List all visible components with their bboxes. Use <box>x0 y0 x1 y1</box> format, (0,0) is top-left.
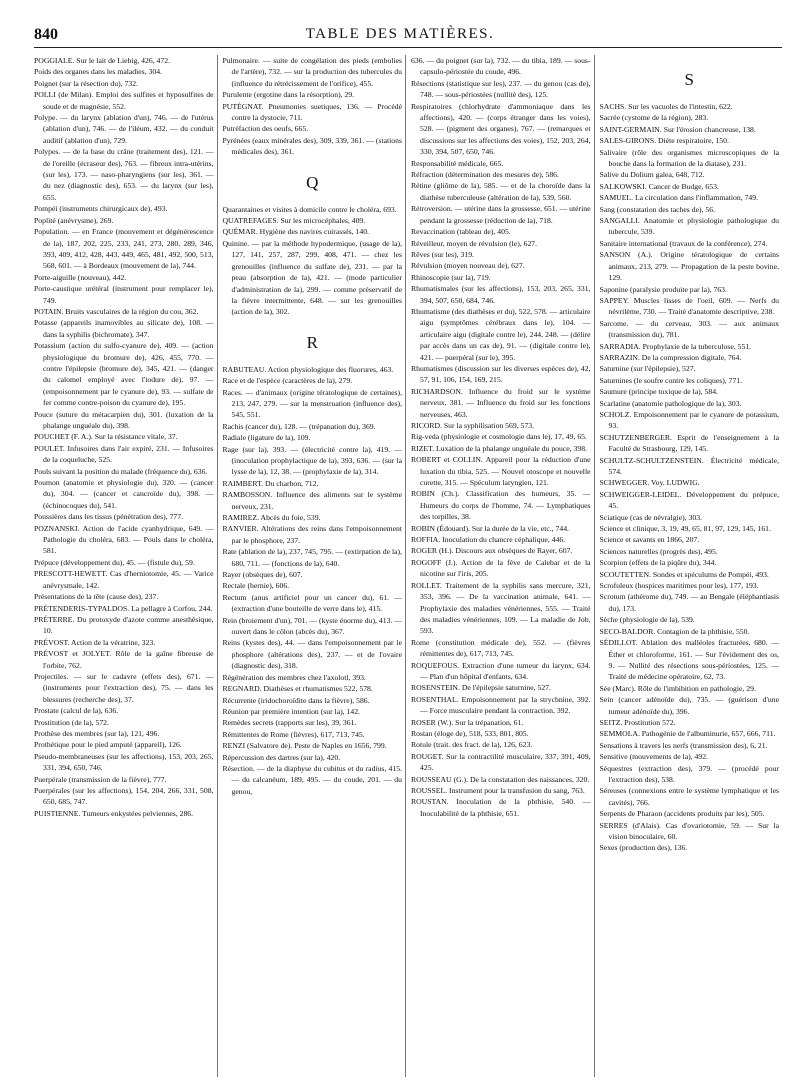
index-entry: Races. — d'animaux (origine tératologique de certaines), 213, 247, 279. — sur la menstruation (influence des), 545, 551. <box>222 387 402 420</box>
index-entry: ROUSSEAU (G.). De la constatation des naissances, 320. <box>411 774 590 784</box>
index-entry: Serpents de Pharaon (accidents produits par les), 505. <box>599 809 765 819</box>
index-entry: 636. — du poignet (sur la), 732. — du tibia, 189. — sous-capsulo-périostée du coude, 496. <box>411 56 591 77</box>
index-entry: Sang (constatation des taches de), 56. <box>599 204 715 214</box>
index-column-2 <box>217 55 406 1077</box>
index-entry: Prostate (calcul de la), 636. <box>34 706 119 716</box>
index-entry: Sensations à travers les nerfs (transmission des), 6, 21. <box>599 740 768 750</box>
index-entry: Rachis (cancer du), 128. — (trépanation du), 369. <box>222 421 376 431</box>
index-entry: PRESCOTT-HEWETT. Cas d'herniotomie, 45. — Varice anévrysmale, 142. <box>34 569 214 590</box>
index-entry: Rhinoscopie (sur la), 719. <box>411 272 491 282</box>
index-entry: RAMIREZ. Abcès du foie, 539. <box>222 513 321 522</box>
index-entry: Porte-aiguille (nouveau), 442. <box>34 272 127 282</box>
index-entry: Résections (statistique sur les), 237. — du genou (cas de), 748. — sous-périostées (nullité des), 125. <box>411 78 591 100</box>
index-entry: POGGIALE. Sur le lait de Liebig, 426, 472. <box>34 56 171 65</box>
index-entry: Rétine (gliôme de la), 585. — et de la choroïde dans la diathèse tuberculeuse (altération de la), 539, 560. <box>411 181 591 202</box>
index-entry: Population. — en France (mouvement et dégénérescence de la), 187, 202, 225, 233, 241, 273, 280, 289, 346, 393, 409, 412, 428, 443, 449, 465, 481, 492, 500, 513, 568, 601. — à Bordeaux (mouvement de la), 744. <box>34 227 214 271</box>
index-entry: SEMMOLA. Pathogénie de l'albuminurie, 657, 666, 711. <box>599 729 776 739</box>
index-entry: Polypes. — de la base du crâne (traitement des), 121. — de l'oreille (écraseur des), 763. — fibreux intra-utérins, (sur les), 173. — naso-pharyngiens (sur les), 361. — du nez (diagnostic des), 653. — du larynx (sur les), 655. <box>34 147 214 202</box>
index-entry: Revaccination (tableau de), 405. <box>411 227 511 237</box>
index-entry: Rotule (trait. des fract. de la), 126, 623. <box>411 740 533 750</box>
index-entry: Rhumatismales (sur les affections), 153, 203, 265, 331, 394, 507, 650, 684, 746. <box>411 284 591 305</box>
index-entry: SCOUTETTEN. Sondes et spéculums de Pompéi, 493. <box>599 569 769 579</box>
index-entry: Puerpérales (sur les affections), 154, 204, 266, 331, 508, 650, 685, 747. <box>34 786 214 807</box>
index-entry: PUISTIENNE. Tumeurs enkystées pelviennes, 286. <box>34 808 194 818</box>
index-entry: SECO-BALDOR. Contagion de la phthisie, 550. <box>599 626 750 636</box>
index-entry: POULET. Infusoires dans l'air expiré, 231. — Infusoires de la coqueluche, 525. <box>34 443 214 465</box>
index-entry: Réunion par première intention (sur la), 142. <box>222 706 360 716</box>
index-entry: Sensitive (mouvements de la), 492. <box>599 752 708 762</box>
index-entry: Radiale (ligature de la), 109. <box>222 433 311 443</box>
index-entry: Salive du Dolium galea, 648, 712. <box>599 170 705 180</box>
index-entry: Scarlatine (anatomie pathologique de la), 303. <box>599 398 742 408</box>
index-entry: Rate (ablation de la), 237, 745, 795. — (extirpation de la), 680, 711. — (fonctions de la), 640. <box>222 547 402 568</box>
index-entry: SCHOLZ. Empoisonnement par le cyanure de potassium, 93. <box>599 409 779 431</box>
index-entry: Séreuses (connexions entre le système lymphatique et les cavités), 766. <box>599 786 779 807</box>
index-entry: ROUSTAN. Inoculation de la phthisie, 540. — Inoculabilité de la phthisie, 651. <box>411 797 591 818</box>
index-entry: Réveilleur, moyen de révulsion (le), 627. <box>411 238 538 248</box>
index-entry: RENZI (Salvatore de). Peste de Naples en 1656, 799. <box>222 741 387 751</box>
index-entry: ROQUEFOUS. Extraction d'une tumeur du larynx, 634. — Plan d'un hôpital d'enfants, 634. <box>411 660 591 681</box>
index-entry: SANSON (A.). Origine tératologique de certains animaux, 213, 279. — Propagation de la peste bovine, 129. <box>599 250 779 283</box>
index-entry: RAIMBERT. Du charbon, 712. <box>222 478 319 488</box>
index-entry: Sanitaire international (travaux de la conférence), 274. <box>599 238 768 248</box>
index-entry: Rhumatisme (des diathèses et du), 522, 578. — articulaire aigu (symptômes cérébraux dans le), 104. — articulaire aigu (digitale contre le), 244, 248. — (délire par accès dans un cas de), 91. — (digitale contre le), 421. — puerpéral (sur le), 395. <box>411 306 591 362</box>
index-entry: Répercussion des dartres (sur la), 420. <box>222 752 341 762</box>
index-entry: POLLI (de Milan). Emploi des sulfites et hyposulfites de soude et de magnésie, 552. <box>34 90 214 111</box>
index-entry: POZNANSKI. Action de l'acide cyanhydrique, 649. — Pathologie du choléra, 683. — Pouls dans le choléra, 581. <box>34 523 214 556</box>
index-entry: Polype. — du larynx (ablation d'un), 746. — de l'utérus (ablation d'un), 746. — de l'iléum, 432. — du conduit auditif (ablation d'un), 729. <box>34 113 214 145</box>
index-entry: RANVIER. Altérations des reins dans l'empoisonnement par le phosphore, 237. <box>222 524 402 545</box>
index-entry: RIZET. Luxation de la phalange unguéale du pouce, 398. <box>411 443 587 453</box>
index-entry: Rage (sur la), 393. — (électricité contre la), 419. — (inoculation prophylactique de la), 393, 636. — (sur la lysse de la), 12, 38. — (prophylaxie de la), 314. <box>222 444 402 477</box>
index-entry: Sarcome. — du cerveau, 303. — aux animaux (transmission du), 781. <box>599 318 779 340</box>
index-entry: RABUTEAU. Action physiologique des fluorures, 463. <box>222 364 394 374</box>
index-entry: Rayer (obsèques de), 607. <box>222 570 303 580</box>
index-entry: Rein (broiement d'un), 701. — (kyste énorme du), 413. — ouvert dans le côlon (abcès du), 367. <box>222 615 402 637</box>
index-entry: SCHWEIGGER-LEIDEL. Développement du prépuce, 45. <box>599 489 779 511</box>
index-entry: Quinine. — par la méthode hypodermique, (usage de la), 127, 141, 257, 287, 299, 408, 471. — chez les grenouilles (influence du sulfate de), 231. — par la peau (absorption de la), 421. — (mode particulier d'administration de la), 299. — comme préservatif de la fièvre intermittente, 648. — sur les grenouilles (action de la), 302. <box>222 238 402 317</box>
section-letter: R <box>306 332 318 352</box>
index-entry: ROBERT et COLLIN. Appareil pour la réduction d'une luxation du tibia, 525. — Nouvel otoscope et nouvelle curette, 315. — Spéculum laryngien, 121. <box>411 455 591 488</box>
index-entry: SACHS. Sur les vacuoles de l'intestin, 622. <box>599 102 733 111</box>
index-entry: Rémittentes de Rome (fièvres), 617, 713, 745. <box>222 729 365 739</box>
index-entry: Rectum (anus artificiel pour un cancer du), 61. — (extraction d'une bouteille de verre dans le), 415. <box>222 592 402 614</box>
index-entry: Poussières dans les tissus (pénétration des), 777. <box>34 512 184 522</box>
index-entry: SCHULTZ-SCHULTZENSTEIN. Électricité médicale, 574. <box>599 455 779 476</box>
index-entry: ROLLET. Traitement de la syphilis sans mercure, 321, 353, 396. — De la vaccination animale, 641. — Prophylaxie des maladies vénériennes, 555. — Traité des maladies vénériennes, 109. — La maladie de Job, 593. <box>411 580 591 636</box>
running-title: TABLE DES MATIÈRES. <box>305 26 495 42</box>
index-entry: QUÉMAR. Hygiène des navires cuirassés, 140. <box>222 227 369 237</box>
index-entry: SCHUTZENBERGER. Esprit de l'enseignement à la Faculté de Strasbourg, 129, 145. <box>599 432 779 454</box>
index-entry: Récurrente (iridochoroïdite dans la fièvre), 586. <box>222 695 370 705</box>
index-entry: Potassium (action du sulfo-cyanure de), 409. — (action physiologique du bromure de), 426, 455, 770. — contre l'épilepsie (bromure de), 345, 421. — (danger du calomel employé avec l'iodure de), 97. — (empoisonnement par le cyanure de), 93. — sulfate de fer comme contre-poison du cyanure de), 195. <box>34 341 214 408</box>
index-entry: Rostan (éloge de), 518, 533, 801, 805. <box>411 728 529 738</box>
index-entry: POTAIN. Bruits vasculaires de la région du cou, 362. <box>34 306 199 316</box>
index-entry: Sexes (production des), 136. <box>599 843 688 853</box>
index-entry: Sée (Marc). Rôle de l'imbibition en pathologie, 29. <box>599 683 756 693</box>
index-entry: ROSER (W.). Sur la trépanation, 61. <box>411 717 524 727</box>
index-entry: Poplité (anévrysme), 269. <box>34 215 114 225</box>
index-entry: Scorpion (effets de la piqûre du), 344. <box>599 558 717 568</box>
index-entry: Saumure (principe toxique de la), 584. <box>599 387 718 397</box>
index-entry: Projectiles. — sur le cadavre (effets des), 671. — (instruments pour l'extraction des), 75. — dans les blessures (recherche des), 37. <box>34 671 214 704</box>
index-entry: Saponine (paralysie produite par la), 763. <box>599 284 727 294</box>
header-rule <box>34 47 782 48</box>
index-entry: Race et de l'espèce (caractères de la), 279. <box>222 376 353 386</box>
index-entry: ROSENSTEIN. De l'épilepsie saturnine, 527. <box>411 683 551 693</box>
index-entry: RAMBOSSON. Influence des aliments sur le système nerveux, 231. <box>222 490 402 511</box>
index-entry: SAMUEL. La circulation dans l'inflammation, 749. <box>599 193 759 203</box>
index-entry: SÉDILLOT. Ablation des malléoles fracturées, 680. — Éther et chloroforme, 161. — Sur l'évidement des os, 9. — Nullité des résections sous-périostées, 125. — Traité de médecine opératoire, 62, 73. <box>599 638 779 682</box>
index-entry: Reins (kystes des), 44. — dans l'empoisonnement par le phosphore (altérations des), 237. — et de l'ovaire (diagnostic des), 318. <box>222 638 402 671</box>
index-entry: Porte-caustique urétéral (instrument pour remplacer le), 749. <box>34 284 214 305</box>
index-entry: Poumon (anatomie et physiologie du), 320. — (cancer du), 304. — (cancer et cancroïde du), 398. — (échinocoques du), 541. <box>34 478 214 510</box>
index-entry: SARRADIA. Prophylaxie de la tuberculose, 551. <box>599 341 752 351</box>
index-entry: PRÉTERRE. Du protoxyde d'azote comme anesthésique, 10. <box>34 614 214 636</box>
index-entry: PRÉVOST. Action de la vératrine, 323. <box>34 637 156 647</box>
index-entry: Pouce (suture du métacarpien du), 301. (luxation de la phalange unguéale du), 398. <box>34 409 214 430</box>
index-entry: Remèdes secrets (rapports sur les), 39, 361. <box>222 718 357 728</box>
index-column-1 <box>34 55 217 1077</box>
index-entry: ROFFIA. Inoculation du chancre céphalique, 446. <box>411 535 566 545</box>
index-entry: ROSENTHAL. Empoisonnement par la strychnine, 392. — Force musculaire pendant la contraction, 392. <box>411 694 591 716</box>
index-entry: RICHARDSON. Influence du froid sur le système nerveux, 381. — Influence du froid sur les fonctions nerveuses, 463. <box>411 386 591 419</box>
index-entry: Pulmonaire. — suite de congélation des pieds (embolies de l'artère), 732. — sur la production des tubercules du (influence du rétrécissement de l'orifice), 455. <box>222 56 402 88</box>
index-entry: SALES-GIRONS. Diète respiratoire, 150. <box>599 136 729 146</box>
index-entry: Pompéi (instruments chirurgicaux de), 493. <box>34 204 168 214</box>
index-entry: Prostitution (de la), 572. <box>34 717 109 727</box>
index-entry: Rhumatismes (discussion sur les diverses espèces de), 42, 57, 91, 106, 154, 169, 215. <box>411 363 591 385</box>
index-entry: SERRES (d'Alais). Cas d'ovariotomie, 59. — Sur la vision binoculaire, 60. <box>599 820 779 841</box>
index-entry: POUCHET (F. A.). Sur la résistance vitale, 37. <box>34 432 178 442</box>
index-entry: Rig-veda (physiologie et cosmologie dans le), 17, 49, 65. <box>411 432 587 442</box>
index-entry: PRÉVOST et JOLYET. Rôle de la gaîne fibreuse de l'orbite, 762. <box>34 649 214 670</box>
section-letter: Q <box>306 172 319 192</box>
index-entry: Saturnines (le soufre contre les coliques), 771. <box>599 375 743 385</box>
section-letter: S <box>684 70 694 89</box>
index-entry: Scrotum (athérome du), 749. — au Bengale (éléphantiasis du), 173. <box>599 592 779 613</box>
index-entry: ROGOFF (J.). Action de la fève de Calebar et de la nicotine sur l'iris, 205. <box>411 557 591 579</box>
index-entry: Poids des organes dans les maladies, 304. <box>34 67 162 77</box>
index-entry: Quarantaines et visites à domicile contre le choléra, 693. <box>222 204 397 214</box>
index-entry: Prépuce (développement du), 45. — (fistule du), 59. <box>34 557 195 567</box>
index-entry: PUTÉGNAT. Pneumonies suetiques, 136. — Procédé contre la dystocie, 711. <box>222 101 402 123</box>
index-column-4 <box>594 55 783 1077</box>
page-number: 840 <box>34 26 58 43</box>
index-entry: Prothétique pour le pied amputé (appareil), 126. <box>34 740 182 750</box>
index-entry: ROGER (H.). Discours aux obsèques de Rayer, 607. <box>411 546 573 556</box>
index-entry: ROBIN (Ch.). Classification des humeurs, 35. — Humeurs du corps de l'homme, 74. — Lymphatiques des torpilles, 38. <box>411 489 591 522</box>
index-column-3 <box>405 55 594 1077</box>
index-entry: Puerpérale (transmission de la fièvre), 777. <box>34 774 167 784</box>
index-entry: Résection. — de la diaphyse du cubitus et du radius, 415. — du calcanéum, 189, 495. — du coude, 201. — du genou, <box>222 763 402 796</box>
index-entry: REGNARD. Diathèses et rhumatismes 522, 578. <box>222 684 373 694</box>
index-entry: Rêves (sur les), 319. <box>411 249 474 259</box>
index-entry: Responsabilité médicale, 665. <box>411 158 504 168</box>
index-entry: Putréfaction des oeufs, 665. <box>222 124 309 134</box>
index-entry: SALKOWSKI. Cancer de Budge, 653. <box>599 181 719 191</box>
index-columns <box>34 55 782 1077</box>
index-entry: ROBIN (Édouard). Sur la durée de la vie, etc., 744. <box>411 523 569 533</box>
index-entry: Pyrénées (eaux minérales des), 309, 339, 361. — (stations médicales des), 361. <box>222 135 402 157</box>
index-entry: ROUGET. Sur la contractilité musculaire, 337, 391, 409, 425. <box>411 751 591 773</box>
index-entry: Pouls suivant la position du malade (fréquence du), 636. <box>34 466 208 476</box>
index-entry: SCHWEGGER. Voy. LUDWIG. <box>599 478 700 488</box>
index-entry: Science et clinique, 3, 19, 49, 65, 81, 97, 129, 145, 161. <box>599 524 771 534</box>
index-entry: Révulsion (moyen nouveau de), 627. <box>411 261 525 271</box>
index-entry: RICORD. Sur la syphilisation 569, 573. <box>411 421 535 430</box>
index-entry: ROUSSEL. Instrument pour la transfusion du sang, 763. <box>411 786 585 795</box>
index-entry: SEITZ. Prostitution 572. <box>599 717 676 727</box>
index-entry: Régénération des membres chez l'axolotl, 393. <box>222 672 366 682</box>
index-entry: Sciences naturelles (progrès des), 495. <box>599 546 718 556</box>
index-entry: Sciatique (cas de névralgie), 303. <box>599 512 702 522</box>
index-entry: SANGALLI. Anatomie et physiologie pathologique du tubercule, 539. <box>599 216 779 237</box>
index-entry: Science et savants en 1866, 207. <box>599 535 700 545</box>
index-entry: Saturnine (sur l'épilepsie), 527. <box>599 364 696 374</box>
index-entry: Rome (constitution médicale de), 552. — (fièvres rémittentes de), 617, 713, 745. <box>411 637 591 659</box>
index-entry: Présentations de la tête (cause des), 237. <box>34 592 159 602</box>
index-entry: Rectale (hernie), 606. <box>222 581 290 591</box>
index-entry: PRÉTENDERIS-TYPALDOS. La pellagre à Corfou, 244. <box>34 603 213 613</box>
index-entry: Rétroversion. — utérine dans la grossesse, 651. — utérine pendant la grossesse (réduction de la), 718. <box>411 204 591 225</box>
index-entry: QUATREFAGES. Sur les microcéphales, 409. <box>222 216 366 226</box>
index-entry: Respiratoires (chlorhydrate d'ammoniaque dans les affections), 420. — (corps étranger dans les voies), 528. — (pigment des organes), 767. — (remarques et discussions sur les affections des voies), 152, 203, 264, 330, 394, 507, 650, 746. <box>411 101 591 157</box>
index-entry: Séquestres (extraction des), 379. — (procédé pour l'extraction des), 538. <box>599 763 779 784</box>
index-entry: SARRAZIN. De la compression digitale, 764. <box>599 352 742 362</box>
index-entry: Sèche (physiologie de la), 539. <box>599 615 695 625</box>
index-entry: Salivaire (rôle des organismes microscopiques de la bouche dans la formation de la diatase), 231. <box>599 147 779 169</box>
index-entry: Purulente (ergotine dans la résorption), 29. <box>222 90 355 100</box>
index-entry: Sacrée (cystome de la région), 283. <box>599 113 709 123</box>
index-entry: Réfraction (détermination des mesures de), 586. <box>411 170 559 180</box>
index-entry: SAINT-GERMAIN. Sur l'érosion chancreuse, 138. <box>599 124 756 134</box>
index-entry: Sein (cancer adénoïde du), 735. — (guérison d'une tumeur adénoïde du), 396. <box>599 695 779 716</box>
index-entry: Prothèse des membres (sur la), 121, 496. <box>34 728 160 738</box>
page-header <box>0 26 800 46</box>
index-entry: Poignet (sur la résection du), 732. <box>34 78 138 88</box>
index-entry: Scrofuleux (hospices maritimes pour les), 177, 193. <box>599 581 759 591</box>
index-entry: SAPPEY. Muscles lisses de l'oeil, 609. — Nerfs du névrilème, 730. — Traité d'anatomie descriptive, 238. <box>599 295 779 317</box>
index-entry: Pseudo-membraneuses (sur les affections), 153, 203, 265, 331, 394, 650, 746. <box>34 751 214 773</box>
index-entry: Potasse (appareils inamovibles au silicate de), 108. — dans la syphilis (bichromate), 347. <box>34 318 214 339</box>
